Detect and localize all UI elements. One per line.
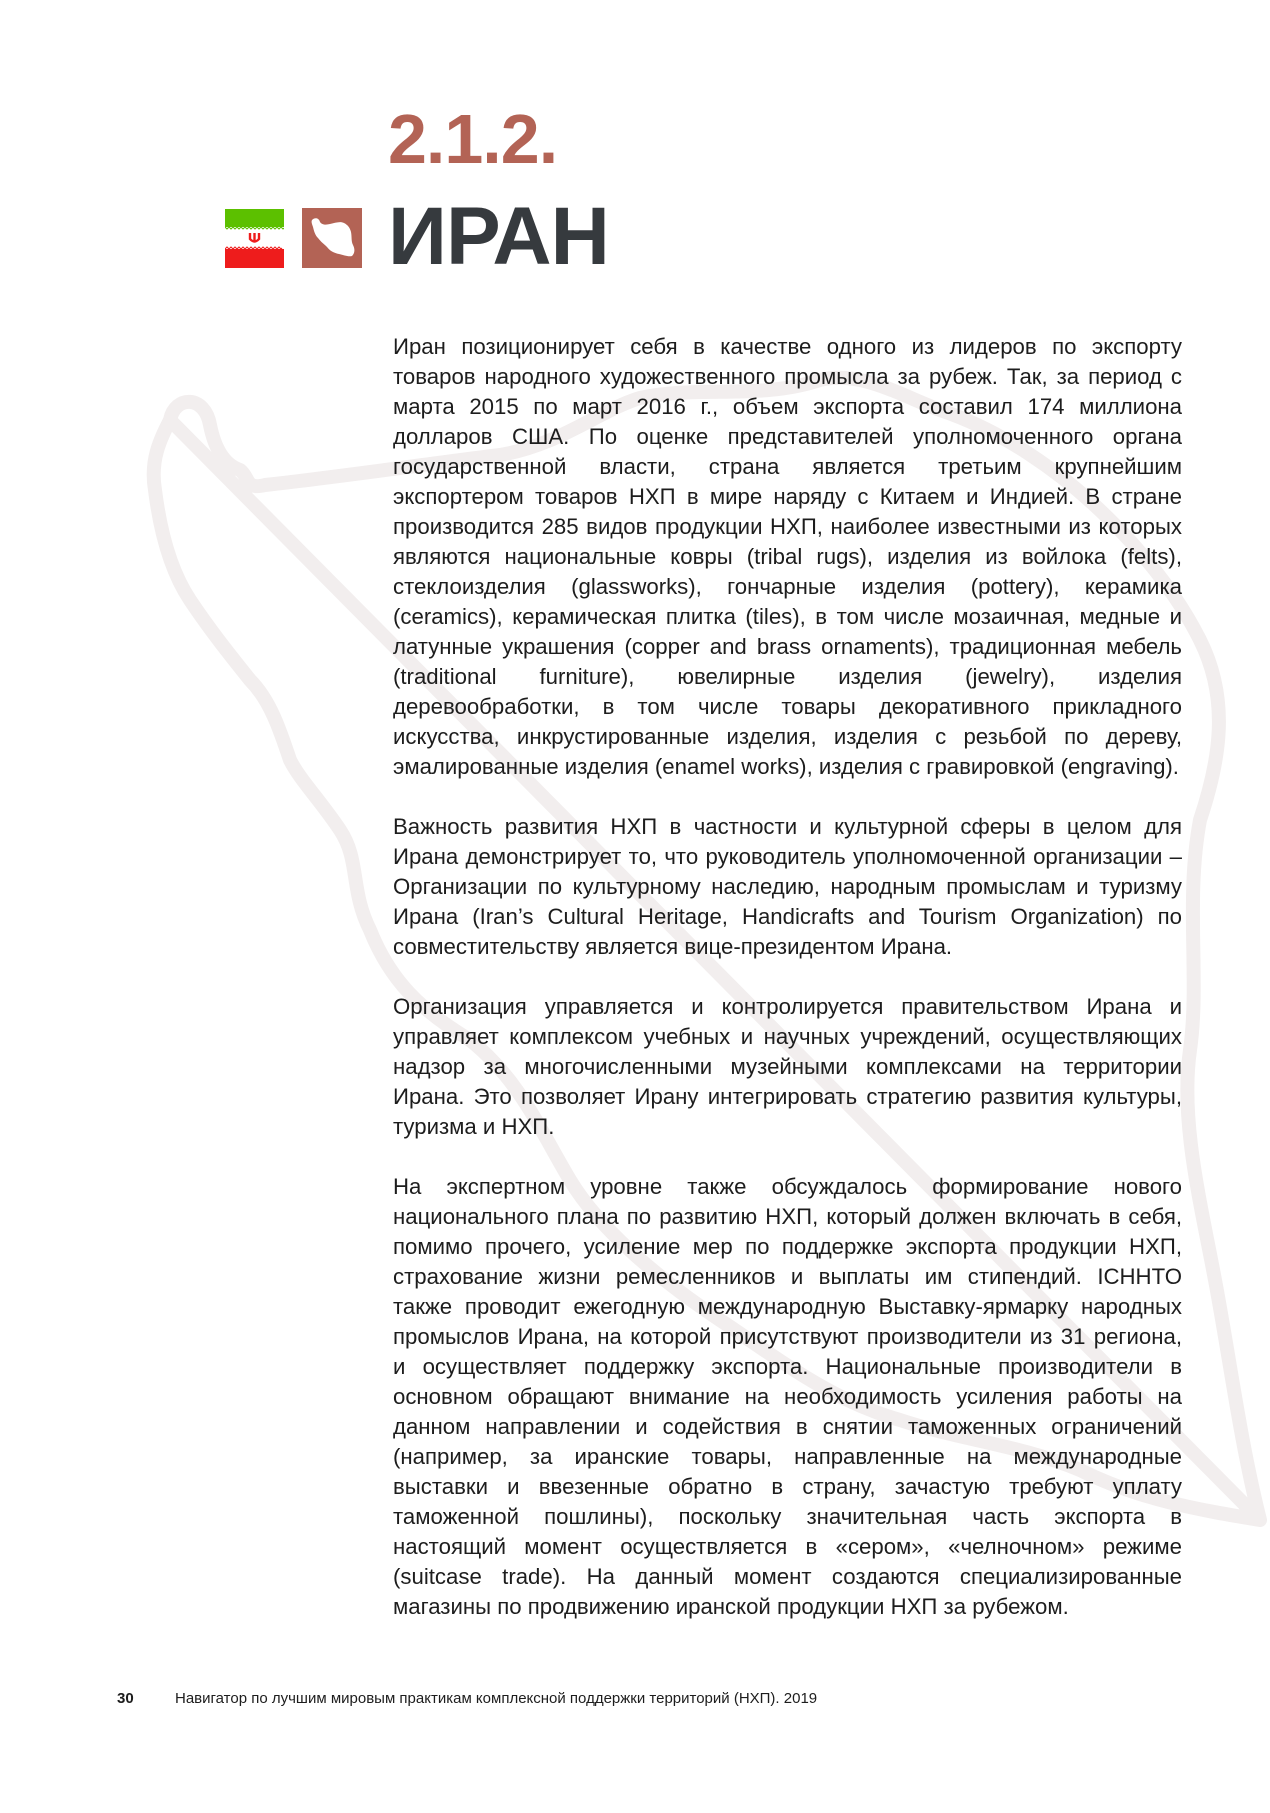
paragraph: Иран позиционирует себя в качестве одного из лидеров по экспорту товаров народного художественного промысла за рубеж. Так, за период с марта 2015 по март 2016 г., объем экспорта составил 174 миллиона долларов США. По оценке представителей уполномоченного органа государственной власти, страна является третьим крупнейшим экспортером товаров НХП в мире наряду с Китаем и Индией. В стране производится 285 видов продукции НХП, наиболее известными из которых являются национальные ковры (tribal rugs), изделия из войлока (felts), стеклоизделия (glassworks), гончарные изделия (pottery), керамика (ceramics), керамическая плитка (tiles), в том числе мозаичная, медные и латунные украшения (copper and brass ornaments), традиционная мебель (traditional furniture), ювелирные изделия (jewelry), изделия деревообработки, в том числе товары декоративного прикладного искусства, инкрустированные изделия, изделия с резьбой по дереву, эмалированные изделия (enamel works), изделия с гравировкой (engraving). [393,334,1182,779]
paragraph: Организация управляется и контролируется правительством Ирана и управляет комплексом учебных и научных учреждений, осуществляющих надзор за многочисленными музейными комплексами на территории Ирана. Это позволяет Ирану интегрировать стратегию развития культуры, туризма и НХП. [393,994,1182,1139]
paragraph: Важность развития НХП в частности и культурной сферы в целом для Ирана демонстрирует то, что руководитель уполномоченной организации – Организации по культурному наследию, народным промыслам и туризму Ирана (Iran’s Cultural Heritage, Handicrafts and Tourism Organization) по совместительству является вице-президентом Ирана. [393,814,1182,959]
section-number: 2.1.2. [388,100,558,178]
footer-title: Навигатор по лучшим мировым практикам комплексной поддержки территорий (НХП). 2019 [175,1690,818,1707]
page-title: ИРАН [388,191,609,282]
page-number: 30 [117,1690,134,1707]
iran-map-icon [302,208,362,268]
body-text [393,332,1182,1652]
iran-flag-icon [225,209,284,268]
paragraph: На экспертном уровне также обсуждалось формирование нового национального плана по развитию НХП, который должен включать в себя, помимо прочего, усиление мер по поддержке экспорта продукции НХП, страхование жизни ремесленников и выплаты им стипендий. ICHHTO также проводит ежегодную международную Выставку-ярмарку народных промыслов Ирана, на которой присутствуют производители из 31 региона, и осуществляет поддержку экспорта. Национальные производители в основном обращают внимание на необходимость усиления работы на данном направлении и содействия в снятии таможенных ограничений (например, за иранские товары, направленные на международные выставки и ввезенные обратно в страну, зачастую требуют уплату таможенной пошлины), поскольку значительная часть экспорта в настоящий момент осуществляется в «сером», «челночном» режиме (suitcase trade). На данный момент создаются специализированные магазины по продвижению иранской продукции НХП за рубежом. [393,1174,1182,1619]
